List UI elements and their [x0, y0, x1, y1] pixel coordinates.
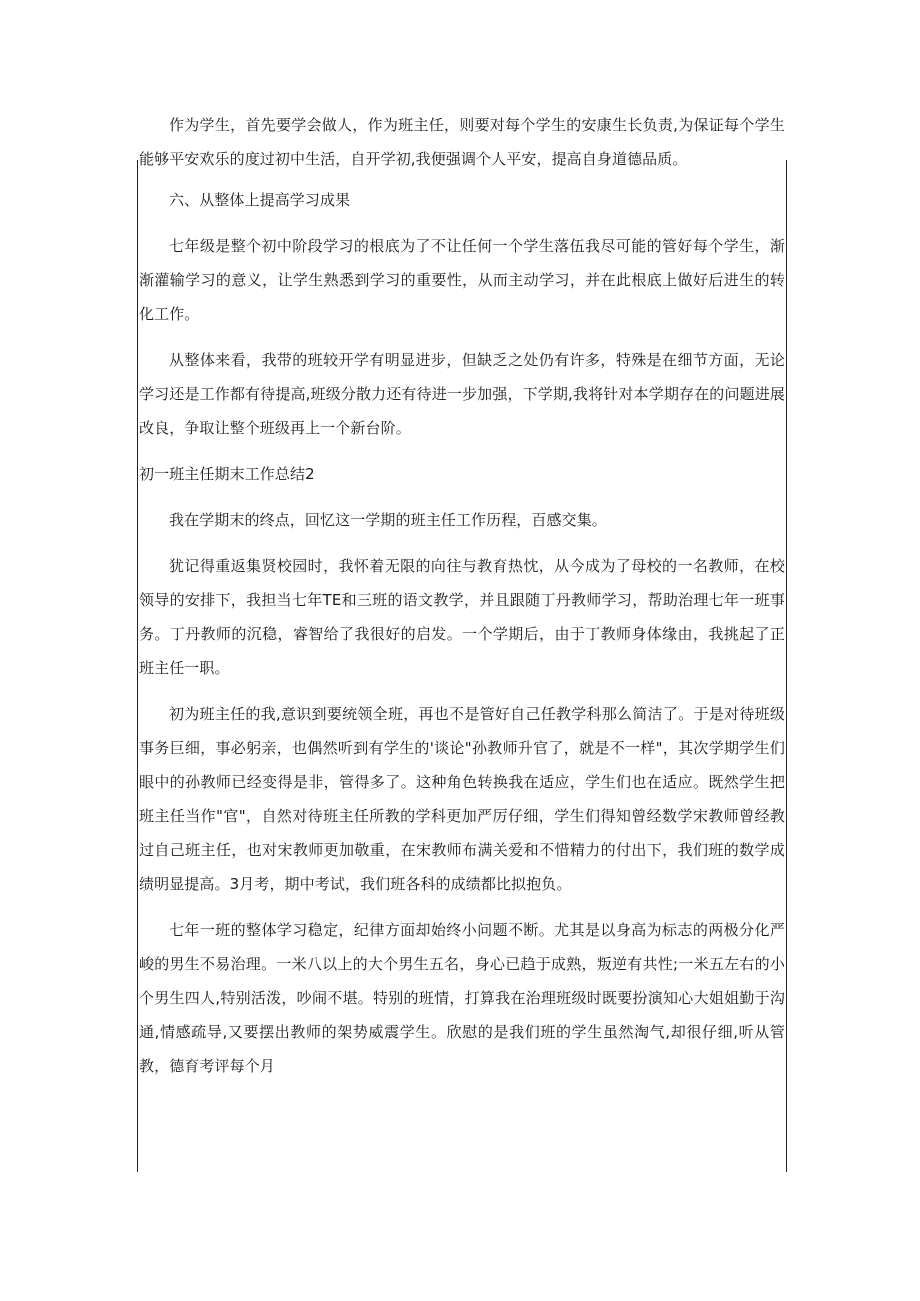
paragraph-new-head-teacher: 初为班主任的我,意识到要统领全班，再也不是管好自己任教学科那么简洁了。于是对待班级事务巨细，事必躬亲，也偶然听到有学生的'谈论"孙教师升官了，就是不一样"，其次学期学生们眼中的孙教师已经变得是非，管得多了。这种角色转换我在适应，学生们也在适应。既然学生把班主任当作"官"，自然对待班主任所教的学科更加严厉仔细，学生们得知曾经数学宋教师曾经教过自己班主任，也对宋教师更加敬重，在宋教师布满关爱和不惜精力的付出下，我们班的数学成绩明显提高。3月考，期中考试，我们班各科的成绩都比拟抱负。 [139, 705, 785, 893]
paragraph-return-campus: 犹记得重返集贤校园时，我怀着无限的向往与教育热忱，从今成为了母校的一名教师，在校领导的安排下，我担当七年TE和三班的语文教学，并且跟随丁丹教师学习，帮助治理七年一班事务。丁丹教师的沉稳，睿智给了我很好的启发。一个学期后，由于丁教师身体缘由，我挑起了正班主任一职。 [139, 557, 785, 677]
paragraph-safety: 作为学生，首先要学会做人，作为班主任，则要对每个学生的安康生长负责,为保证每个学生能够平安欢乐的度过初中生活，自开学初,我便强调个人平安，提高自身道德品质。 [139, 116, 785, 168]
document-title-summary-2: 初一班主任期末工作总结2 [139, 465, 315, 483]
table-border-left [137, 160, 138, 1172]
paragraph-grade-seven: 七年级是整个初中阶段学习的根底为了不让任何一个学生落伍我尽可能的管好每个学生，渐渐灌输学习的意义，让学生熟悉到学习的重要性，从而主动学习，并在此根底上做好后进生的转化工作。 [139, 237, 785, 323]
table-border-right [786, 160, 787, 1172]
section-heading-six: 六、从整体上提高学习成果 [169, 191, 351, 209]
document-body [139, 108, 785, 1083]
paragraph-class-discipline: 七年一班的整体学习稳定，纪律方面却始终小问题不断。尤其是以身高为标志的两极分化严峻的男生不易治理。一米八以上的大个男生五名，身心已趋于成熟，叛逆有共性;一米五左右的小个男生四人,特别活泼，吵闹不堪。特别的班情，打算我在治理班级时既要扮演知心大姐姐勤于沟通,情感疏导,又要摆出教师的架势威震学生。欣慰的是我们班的学生虽然淘气,却很仔细,听从管教，德育考评每个月 [139, 921, 785, 1075]
paragraph-term-end: 我在学期末的终点，回忆这一学期的班主任工作历程，百感交集。 [169, 511, 607, 529]
paragraph-overall-progress: 从整体来看，我带的班较开学有明显进步，但缺乏之处仍有许多，特殊是在细节方面，无论学习还是工作都有待提高,班级分散力还有待进一步加强，下学期,我将针对本学期存在的问题进展改良，争取让整个班级再上一个新台阶。 [139, 351, 785, 437]
